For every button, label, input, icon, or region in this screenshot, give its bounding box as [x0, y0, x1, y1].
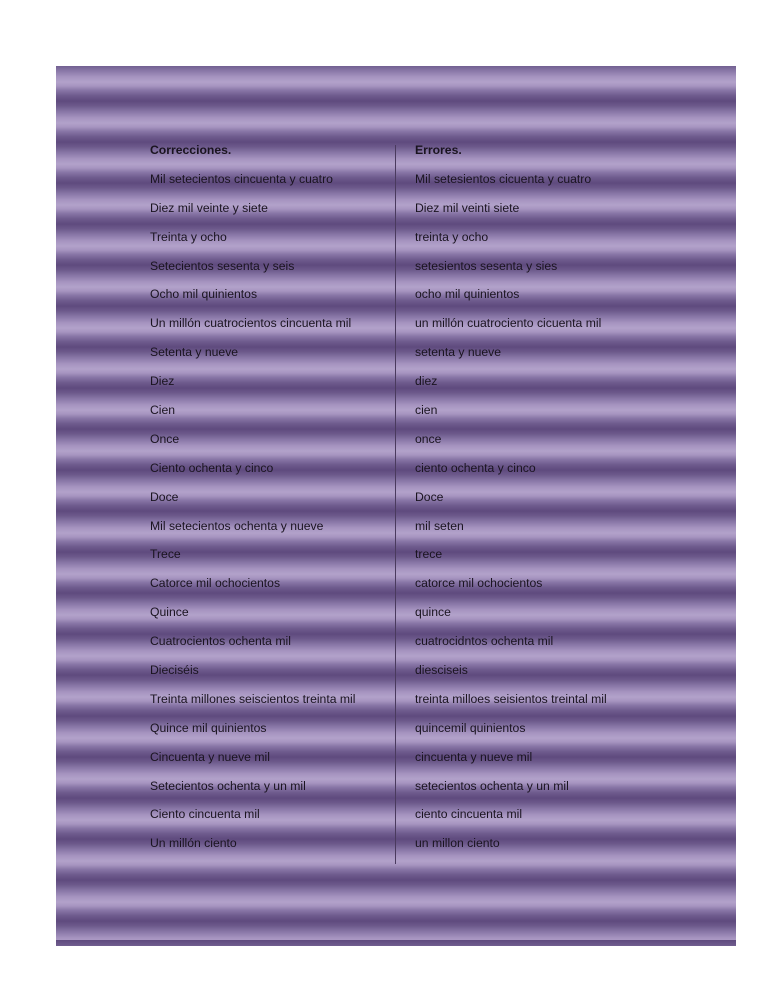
error-cell: cien: [415, 403, 438, 418]
error-cell: ciento ochenta y cinco: [415, 460, 536, 475]
correction-cell: Un millón ciento: [150, 836, 237, 851]
correction-cell: Trece: [150, 547, 181, 562]
table-row: [150, 489, 650, 518]
error-cell: quincemil quinientos: [415, 720, 526, 735]
table-row: [150, 633, 650, 662]
document-page: [56, 66, 736, 946]
error-cell: ocho mil quinientos: [415, 287, 520, 302]
table-row: [150, 749, 650, 778]
correction-cell: Once: [150, 431, 180, 446]
table-row: [150, 229, 650, 258]
error-cell: un millon ciento: [415, 836, 500, 851]
error-cell: diesciseis: [415, 663, 468, 678]
error-cell: Mil setesientos cicuenta y cuatro: [415, 171, 592, 186]
error-cell: once: [415, 431, 442, 446]
correction-cell: Setecientos sesenta y seis: [150, 258, 295, 273]
table-row: [150, 546, 650, 575]
correction-cell: Cuatrocientos ochenta mil: [150, 634, 291, 649]
correction-cell: Ciento cincuenta mil: [150, 807, 260, 822]
correction-cell: Catorce mil ochocientos: [150, 576, 281, 591]
error-cell: un millón cuatrociento cicuenta mil: [415, 316, 602, 331]
error-cell: mil seten: [415, 518, 464, 533]
table-row: [150, 720, 650, 749]
header-errors: Errores.: [415, 143, 462, 157]
table-row: [150, 575, 650, 604]
correction-cell: Treinta millones seiscientos treinta mil: [150, 691, 356, 706]
table-row: [150, 662, 650, 691]
error-cell: ciento cincuenta mil: [415, 807, 523, 822]
corrections-table: [150, 142, 650, 864]
table-row: [150, 806, 650, 835]
error-cell: quince: [415, 605, 451, 620]
correction-cell: Un millón cuatrocientos cincuenta mil: [150, 316, 352, 331]
error-cell: diez: [415, 374, 438, 389]
error-cell: setenta y nueve: [415, 345, 502, 360]
correction-cell: Quince: [150, 605, 189, 620]
table-row: [150, 778, 650, 807]
correction-cell: Diez mil veinte y siete: [150, 200, 268, 215]
error-cell: setecientos ochenta y un mil: [415, 778, 569, 793]
correction-cell: Mil setecientos ochenta y nueve: [150, 518, 324, 533]
error-cell: Diez mil veinti siete: [415, 200, 520, 215]
table-row: [150, 373, 650, 402]
correction-cell: Cincuenta y nueve mil: [150, 749, 270, 764]
table-header-row: [150, 142, 650, 171]
table-row: [150, 344, 650, 373]
table-row: [150, 171, 650, 200]
correction-cell: Mil setecientos cincuenta y cuatro: [150, 171, 333, 186]
table-row: [150, 315, 650, 344]
error-cell: treinta y ocho: [415, 229, 489, 244]
correction-cell: Ciento ochenta y cinco: [150, 460, 274, 475]
table-row: [150, 835, 650, 864]
table-row: [150, 460, 650, 489]
correction-cell: Dieciséis: [150, 663, 199, 678]
table-row: [150, 691, 650, 720]
table-row: [150, 258, 650, 287]
error-cell: cincuenta y nueve mil: [415, 749, 533, 764]
header-corrections: Correcciones.: [150, 143, 232, 157]
table-row: [150, 200, 650, 229]
correction-cell: Setenta y nueve: [150, 345, 239, 360]
error-cell: setesientos sesenta y sies: [415, 258, 558, 273]
error-cell: trece: [415, 547, 443, 562]
table-row: [150, 431, 650, 460]
error-cell: treinta milloes seisientos treintal mil: [415, 691, 607, 706]
correction-cell: Cien: [150, 403, 176, 418]
correction-cell: Doce: [150, 489, 179, 504]
table-row: [150, 286, 650, 315]
table-row: [150, 604, 650, 633]
table-row: [150, 402, 650, 431]
correction-cell: Diez: [150, 374, 175, 389]
correction-cell: Setecientos ochenta y un mil: [150, 778, 306, 793]
correction-cell: Treinta y ocho: [150, 229, 227, 244]
error-cell: Doce: [415, 489, 444, 504]
correction-cell: Ocho mil quinientos: [150, 287, 258, 302]
table-row: [150, 518, 650, 547]
error-cell: catorce mil ochocientos: [415, 576, 543, 591]
error-cell: cuatrocidntos ochenta mil: [415, 634, 554, 649]
correction-cell: Quince mil quinientos: [150, 720, 267, 735]
